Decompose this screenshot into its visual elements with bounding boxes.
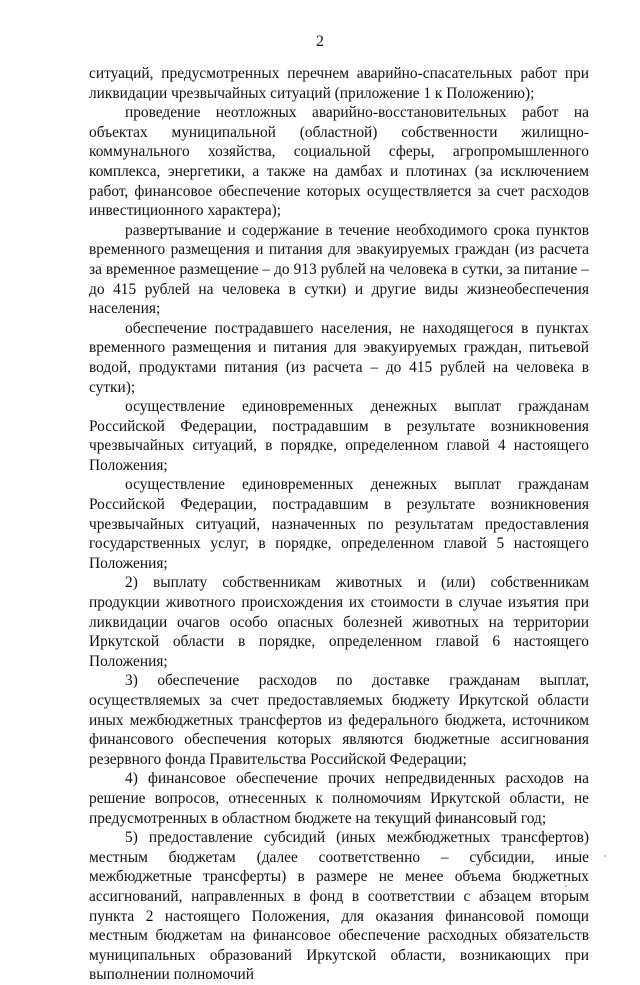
- paragraph-temporary-accommodation: развертывание и содержание в течение необходимого срока пунктов временного размещения и питания для эвакуируемых граждан (из расчета за временное размещение – до 913 рублей на человека в сутки, за питание – до 415 рублей на человека в сутки) и другие виды жизнеобеспечения населения;: [89, 221, 589, 318]
- paragraph-item-4-unforeseen-expenses: 4) финансовое обеспечение прочих непредвиденных расходов на решение вопросов, отнесенных к полномочиям Иркутской области, не предусмотренных в областном бюджете на текущий финансовый год;: [89, 770, 589, 827]
- scan-speck: [604, 855, 606, 857]
- paragraph-emergency-restoration-works: проведение неотложных аварийно-восстановительных работ на объектах муниципальной (областной) собственности жилищно-коммунального хозяйства, социальной сферы, агропромышленного комплекса, энергетики, а также на дамбах и плотинах (за исключением работ, финансовое обеспечение которых осуществляется за счет расходов инвестиционного характера);: [89, 104, 589, 220]
- paragraph-continuation: ситуаций, предусмотренных перечнем аварийно-спасательных работ при ликвидации чрезвычайных ситуаций (приложение 1 к Положению);: [89, 65, 589, 102]
- paragraph-item-2-animal-owners: 2) выплату собственникам животных и (или) собственникам продукции животного происхождения их стоимости в случае изъятия при ликвидации очагов особо опасных болезней животных на территории Иркутской области в порядке, определенном главой 6 настоящего Положения;: [89, 574, 589, 670]
- paragraph-item-3-delivery-costs: 3) обеспечение расходов по доставке гражданам выплат, осуществляемых за счет предоставляемых бюджету Иркутской области иных межбюджетных трансфертов из федерального бюджета, источником финансового обеспечения которых являются бюджетные ассигнования резервного фонда Правительства Российской Федерации;: [89, 672, 589, 768]
- document-body: [89, 64, 589, 985]
- paragraph-provision-of-population: обеспечение пострадавшего населения, не находящегося в пунктах временного размещения и питания для эвакуируемых граждан, питьевой водой, продуктами питания (из расчета – до 415 рублей на человека в сутки);: [89, 319, 589, 396]
- page-number: 2: [316, 33, 324, 50]
- scan-speck: [565, 885, 567, 887]
- paragraph-lump-sum-payments-chapter-5: осуществление единовременных денежных выплат гражданам Российской Федерации, пострадавшим в результате возникновения чрезвычайных ситуаций, назначенных по результатам предоставления государственных услуг, в порядке, определенном главой 5 настоящего Положения;: [89, 476, 589, 572]
- paragraph-lump-sum-payments-chapter-4: осуществление единовременных денежных выплат гражданам Российской Федерации, пострадавшим в результате возникновения чрезвычайных ситуаций, в порядке, определенном главой 4 настоящего Положения;: [89, 398, 589, 474]
- paragraph-item-5-subsidies: 5) предоставление субсидий (иных межбюджетных трансфертов) местным бюджетам (далее соответственно – субсидии, иные межбюджетные трансферты) в размере не менее объема бюджетных ассигнований, направленных в фонд в соответствии с абзацем вторым пункта 2 настоящего Положения, для оказания финансовой помощи местным бюджетам на финансовое обеспечение расходных обязательств муниципальных образований Иркутской области, возникающих при выполнении полномочий: [89, 829, 589, 984]
